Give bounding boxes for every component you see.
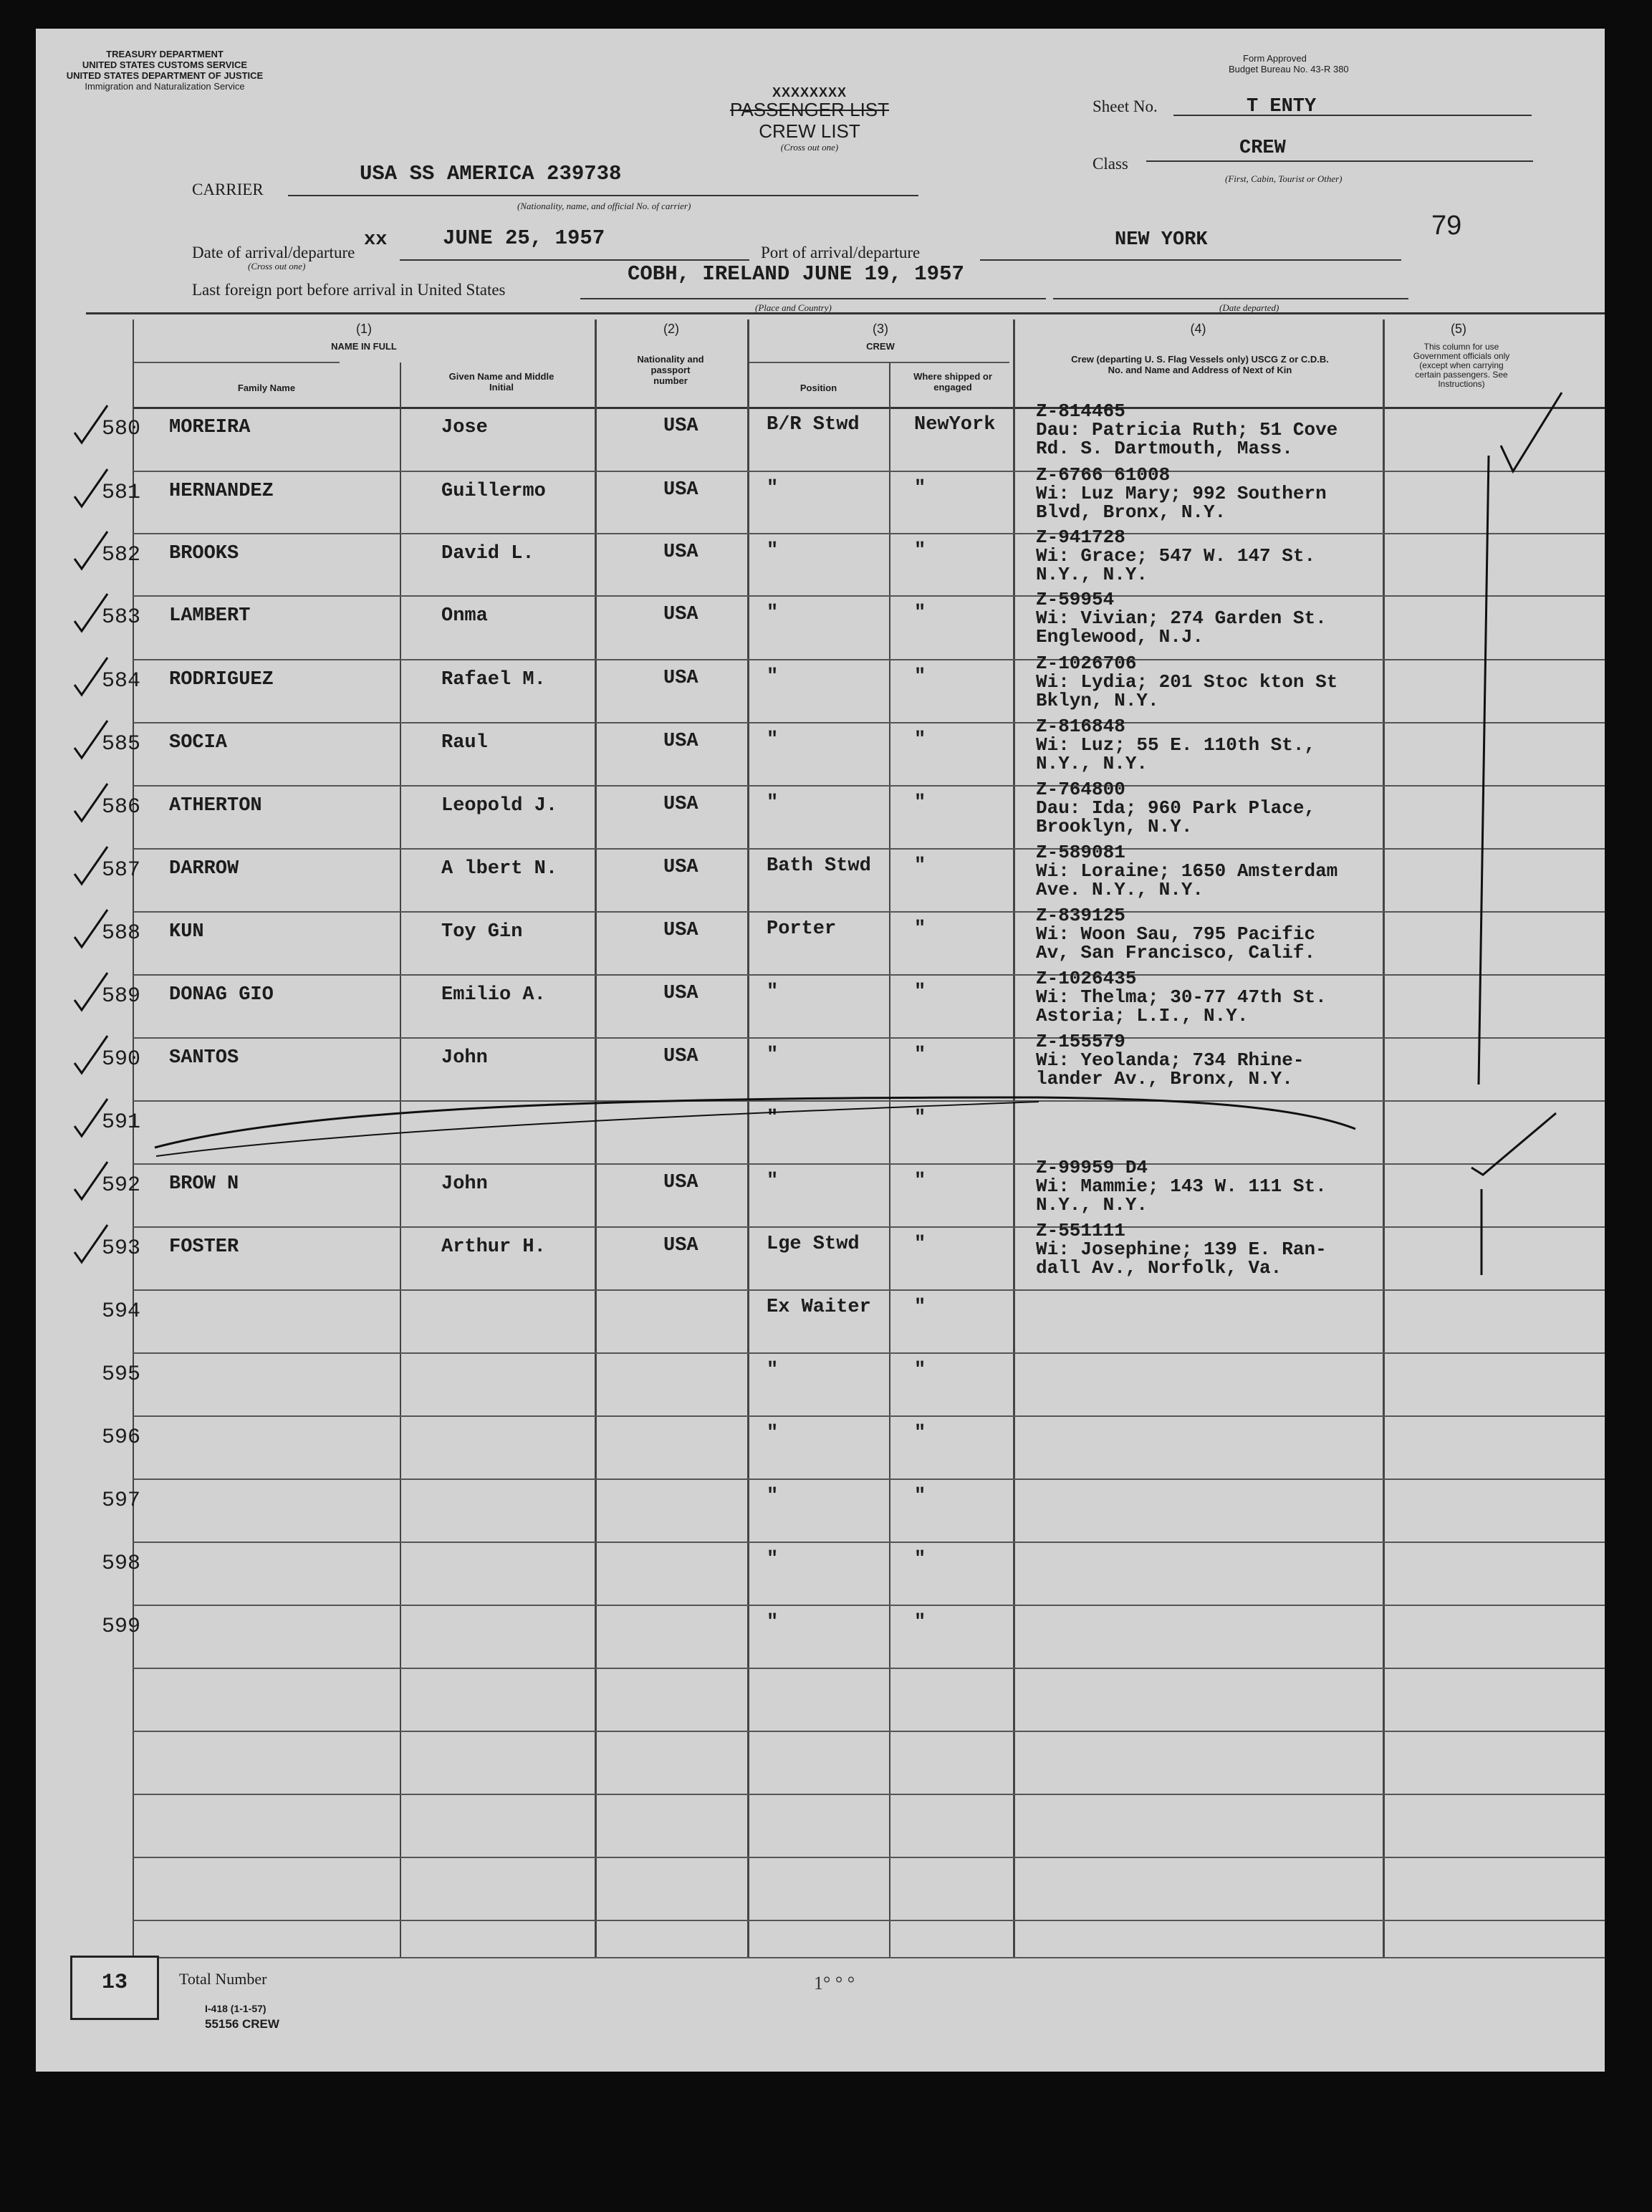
nationality: USA [663,1235,698,1256]
given-name: Onma [441,605,488,627]
uscg-z-number: Z-839125 [1036,905,1125,926]
row-number: 593 [102,1236,141,1261]
row-number: 587 [102,858,141,883]
next-of-kin-line-2: Astoria; L.I., N.Y. [1036,1005,1249,1026]
check-mark-icon [1471,1113,1556,1175]
shipped-from: " [914,1297,926,1318]
position: " [767,1107,779,1129]
shipped-from: " [914,1549,926,1570]
next-of-kin-line-1: Wi: Woon Sau, 795 Pacific [1036,923,1316,945]
row-number: 580 [102,417,141,441]
next-of-kin-line-1: Wi: Luz Mary; 992 Southern [1036,483,1327,504]
stamp-mark: 1° ° ° [814,1973,855,1994]
col4-title: Crew (departing U. S. Flag Vessels only) USCG Z or C.D.B. No. and Name and Address of Next of Kin [1071,354,1329,375]
row-number: 584 [102,669,141,693]
form-approved-line-2: Budget Bureau No. 43-R 380 [1229,64,1349,74]
next-of-kin-line-2: N.Y., N.Y. [1036,1194,1148,1216]
date-note: (Cross out one) [248,261,306,271]
family-name: KUN [169,921,204,943]
next-of-kin-line-2: Rd. S. Dartmouth, Mass. [1036,438,1293,459]
position: Lge Stwd [767,1234,860,1255]
next-of-kin-line-2: lander Av., Bronx, N.Y. [1036,1068,1293,1090]
title-passenger-list: PASSENGER LIST [729,99,890,120]
uscg-z-number: Z-1026706 [1036,653,1137,674]
next-of-kin-line-1: Wi: Josephine; 139 E. Ran- [1036,1239,1327,1260]
form-number: I-418 (1-1-57) [205,2003,266,2014]
given-name: A lbert N. [441,858,558,880]
position: " [767,1423,779,1444]
family-name: DARROW [169,858,239,880]
family-name: ATHERTON [169,795,262,817]
sheet-label: Sheet No. [1092,97,1158,115]
shipped-from: " [914,918,926,940]
carrier-label: CARRIER [192,181,264,198]
given-name: David L. [441,543,534,564]
col3-title: CREW [866,341,895,352]
position: " [767,478,779,499]
next-of-kin-line-2: Av, San Francisco, Calif. [1036,942,1316,963]
title-crew-list: CREW LIST [759,120,860,142]
date-value: JUNE 25, 1957 [443,226,605,250]
date-departed-note: (Date departed) [1219,302,1279,313]
form-code: 55156 CREW [205,2017,279,2031]
nationality: USA [663,1046,698,1067]
shipped-from: " [914,792,926,814]
position: Porter [767,918,837,940]
approval-line-1 [1479,456,1489,1085]
row-number: 585 [102,732,141,756]
nationality: USA [663,479,698,501]
position: " [767,981,779,1003]
family-name: SOCIA [169,732,228,754]
form-approved-line-1: Form Approved [1243,53,1307,64]
col1-family-name: Family Name [237,383,296,393]
col3-position: Position [799,383,837,393]
shipped-from: " [914,1423,926,1444]
row-number: 583 [102,605,141,630]
carrier-value: USA SS AMERICA 239738 [360,162,622,186]
shipped-from: " [914,1234,926,1255]
position: " [767,540,779,562]
next-of-kin-line-2: Englewood, N.J. [1036,626,1204,648]
agency-line-4: Immigration and Naturalization Service [85,81,245,92]
family-name: LAMBERT [169,605,251,627]
uscg-z-number: Z-814465 [1036,400,1125,422]
page-number: 79 [1431,211,1462,241]
uscg-z-number: Z-941728 [1036,526,1125,548]
next-of-kin-line-1: Wi: Yeolanda; 734 Rhine- [1036,1049,1305,1071]
next-of-kin-line-1: Wi: Mammie; 143 W. 111 St. [1036,1175,1327,1197]
col3-number: (3) [873,322,888,336]
next-of-kin-line-2: Bklyn, N.Y. [1036,690,1159,711]
family-name: DONAG GIO [169,984,274,1006]
row-number: 588 [102,921,141,946]
given-name: John [441,1173,488,1195]
family-name: RODRIGUEZ [169,669,274,691]
family-name: SANTOS [169,1047,239,1069]
col1-given-name: Given Name and Middle Initial [448,371,554,393]
last-port-label: Last foreign port before arrival in United States [192,281,506,299]
agency-line-3: UNITED STATES DEPARTMENT OF JUSTICE [66,70,264,81]
next-of-kin-line-2: Brooklyn, N.Y. [1036,816,1193,837]
shipped-from: " [914,1612,926,1633]
given-name: Arthur H. [441,1236,546,1258]
position: Bath Stwd [767,855,871,877]
next-of-kin-line-1: Dau: Ida; 960 Park Place, [1036,797,1316,819]
position: B/R Stwd [767,414,860,436]
shipped-from: " [914,1170,926,1192]
shipped-from: " [914,540,926,562]
position: " [767,1044,779,1066]
shipped-from: NewYork [914,414,996,436]
col5-number: (5) [1451,322,1466,336]
position: " [767,666,779,688]
port-value: NEW YORK [1115,229,1208,251]
row-number: 581 [102,481,141,505]
title-strike: XXXXXXXX [772,85,847,100]
agency-line-1: TREASURY DEPARTMENT [106,49,224,59]
row-number: 590 [102,1047,141,1072]
position: " [767,1549,779,1570]
position: " [767,602,779,624]
position: Ex Waiter [767,1297,871,1318]
given-name: Rafael M. [441,669,546,691]
total-value: 13 [101,1971,128,1995]
row-number: 598 [102,1552,141,1576]
next-of-kin-line-2: N.Y., N.Y. [1036,753,1148,774]
row-number: 582 [102,543,141,567]
shipped-from: " [914,1044,926,1066]
given-name: Toy Gin [441,921,523,943]
uscg-z-number: Z-6766 61008 [1036,464,1171,486]
document-page [36,29,1605,2072]
title-note: (Cross out one) [780,142,839,153]
next-of-kin-line-1: Wi: Vivian; 274 Garden St. [1036,607,1327,629]
check-mark-icon [1501,393,1562,471]
uscg-z-number: Z-589081 [1036,842,1125,863]
family-name: FOSTER [169,1236,239,1258]
nationality: USA [663,983,698,1004]
shipped-from: " [914,1107,926,1129]
given-name: Emilio A. [441,984,546,1006]
nationality: USA [663,794,698,815]
uscg-z-number: Z-1026435 [1036,968,1137,989]
col2-number: (2) [663,322,679,336]
carrier-note: (Nationality, name, and official No. of carrier) [517,201,691,211]
given-name: Guillermo [441,481,546,502]
next-of-kin-line-2: Blvd, Bronx, N.Y. [1036,501,1226,523]
row-number: 594 [102,1299,141,1324]
position: " [767,1486,779,1507]
position: " [767,1360,779,1381]
uscg-z-number: Z-99959 D4 [1036,1157,1148,1178]
class-note: (First, Cabin, Tourist or Other) [1225,173,1343,184]
given-name: Leopold J. [441,795,558,817]
strike-line-591-b [156,1102,1039,1156]
sheet-value: T ENTY [1247,96,1317,117]
uscg-z-number: Z-155579 [1036,1031,1125,1052]
next-of-kin-line-1: Wi: Lydia; 201 Stoc kton St [1036,671,1338,693]
shipped-from: " [914,666,926,688]
nationality: USA [663,415,698,437]
shipped-from: " [914,602,926,624]
family-name: BROOKS [169,543,239,564]
shipped-from: " [914,855,926,877]
row-number: 592 [102,1173,141,1198]
shipped-from: " [914,729,926,751]
next-of-kin-line-2: N.Y., N.Y. [1036,564,1148,585]
uscg-z-number: Z-551111 [1036,1220,1125,1241]
strike-line-591 [155,1097,1355,1148]
nationality: USA [663,668,698,689]
col5-title: This column for use Government officials only (except when carrying certain passengers. See Instructions) [1413,342,1510,389]
given-name: John [441,1047,488,1069]
total-box [70,1956,159,2020]
shipped-from: " [914,981,926,1003]
position: " [767,1170,779,1192]
row-number: 591 [102,1110,141,1135]
family-name: HERNANDEZ [169,481,274,502]
next-of-kin-line-2: Ave. N.Y., N.Y. [1036,879,1204,900]
next-of-kin-line-1: Wi: Thelma; 30-77 47th St. [1036,986,1327,1008]
nationality: USA [663,920,698,941]
row-number: 589 [102,984,141,1009]
place-note: (Place and Country) [755,302,832,313]
uscg-z-number: Z-764800 [1036,779,1125,800]
position: " [767,1612,779,1633]
last-port-value: COBH, IRELAND JUNE 19, 1957 [628,262,964,286]
next-of-kin-line-1: Wi: Loraine; 1650 Amsterdam [1036,860,1338,882]
shipped-from: " [914,1360,926,1381]
row-number: 597 [102,1489,141,1513]
shipped-from: " [914,478,926,499]
given-name: Raul [441,732,488,754]
date-prefix: xx [364,229,388,251]
uscg-z-number: Z-816848 [1036,716,1125,737]
shipped-from: " [914,1486,926,1507]
col3-shipped: Where shipped or engaged [913,371,992,393]
col2-title: Nationality and passport number [637,354,704,386]
uscg-z-number: Z-59954 [1036,589,1115,610]
given-name: Jose [441,417,488,438]
next-of-kin-line-1: Wi: Grace; 547 W. 147 St. [1036,545,1316,567]
col4-number: (4) [1190,322,1206,336]
position: " [767,729,779,751]
nationality: USA [663,857,698,878]
nationality: USA [663,604,698,625]
class-value: CREW [1239,138,1286,159]
nationality: USA [663,542,698,563]
port-label: Port of arrival/departure [761,244,921,261]
col1-title: NAME IN FULL [331,341,397,352]
next-of-kin-line-1: Wi: Luz; 55 E. 110th St., [1036,734,1316,756]
row-number: 599 [102,1615,141,1639]
family-name: MOREIRA [169,417,251,438]
next-of-kin-line-1: Dau: Patricia Ruth; 51 Cove [1036,419,1338,441]
row-number: 596 [102,1425,141,1450]
col1-number: (1) [356,322,372,336]
date-label: Date of arrival/departure [192,244,355,261]
row-number: 595 [102,1362,141,1387]
position: " [767,792,779,814]
next-of-kin-line-2: dall Av., Norfolk, Va. [1036,1257,1282,1279]
row-number: 586 [102,795,141,819]
official-check-marks [36,29,1605,2072]
nationality: USA [663,731,698,752]
total-label: Total Number [179,1970,267,1988]
agency-line-2: UNITED STATES CUSTOMS SERVICE [82,59,248,70]
family-name: BROW N [169,1173,239,1195]
class-label: Class [1092,155,1128,173]
nationality: USA [663,1172,698,1193]
